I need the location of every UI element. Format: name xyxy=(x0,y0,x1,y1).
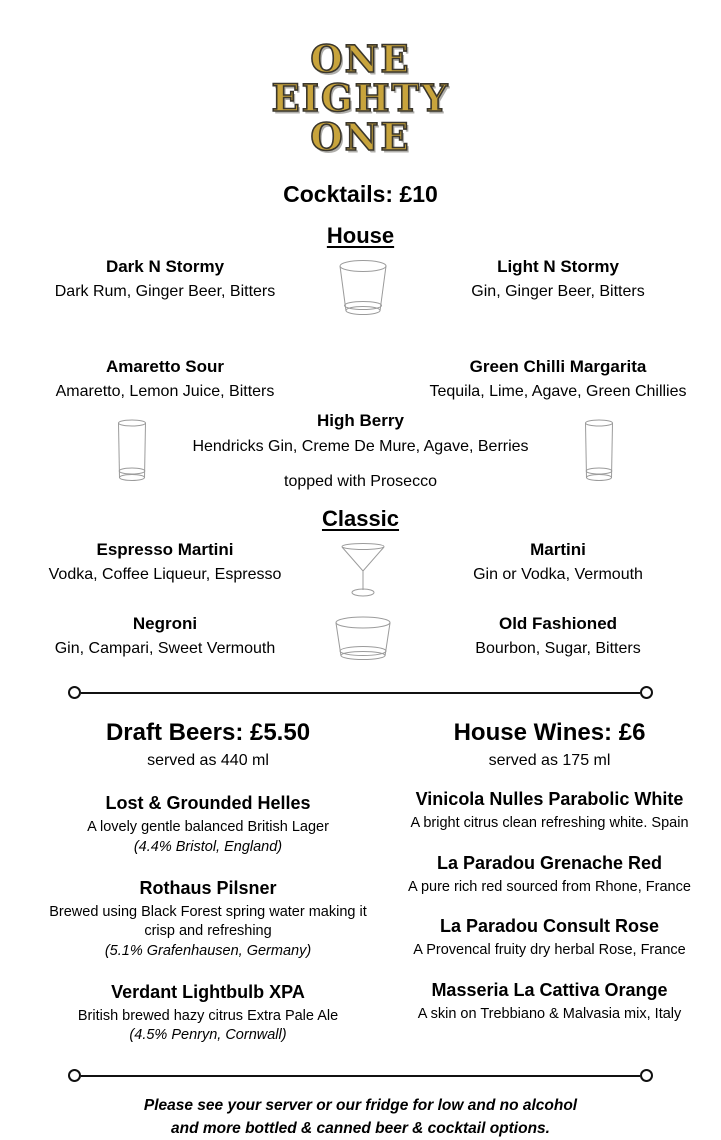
wine-item xyxy=(394,980,705,1025)
footer-note xyxy=(0,1095,721,1140)
cocktail-name: Green Chilli Margarita xyxy=(469,357,647,376)
highball-glass-icon xyxy=(116,419,148,488)
beer-name: Lost & Grounded Helles xyxy=(105,793,311,813)
cocktail-desc: Hendricks Gin, Creme De Mure, Agave, Berries xyxy=(192,438,529,455)
beer-desc: A lovely gentle balanced British Lager xyxy=(87,819,329,835)
cocktail-item xyxy=(0,614,330,658)
cocktail-item xyxy=(0,257,330,301)
beer-origin: (5.1% Grafenhausen, Germany) xyxy=(104,942,312,959)
divider-ring-icon xyxy=(68,686,81,699)
wine-name: La Paradou Consult Rose xyxy=(439,916,660,937)
cocktails-title: Cocktails: £10 xyxy=(283,181,438,207)
beer-name: Verdant Lightbulb XPA xyxy=(111,981,305,1002)
cocktail-item xyxy=(395,357,721,401)
divider-ring-icon xyxy=(640,686,653,699)
cocktail-item xyxy=(0,540,330,584)
divider-ring-icon xyxy=(640,1069,653,1082)
cocktail-name: Negroni xyxy=(132,614,198,633)
cocktail-name: High Berry xyxy=(317,411,404,430)
wine-desc: A Provencal fruity dry herbal Rose, France xyxy=(413,942,686,959)
beer-item xyxy=(22,982,394,1044)
cocktail-name: Old Fashioned xyxy=(498,614,618,633)
logo-line-3: ONE xyxy=(310,115,411,159)
cocktail-desc: Vodka, Coffee Liqueur, Espresso xyxy=(48,566,282,583)
wine-desc: A bright citrus clean refreshing white. Spain xyxy=(410,815,689,831)
divider-line xyxy=(81,1075,640,1077)
divider-ring-icon xyxy=(68,1069,81,1082)
house-wines-title: House Wines: £6 xyxy=(453,719,646,746)
rocks-glass-icon xyxy=(330,257,395,317)
beers-wines-section xyxy=(0,719,721,1043)
cocktail-item xyxy=(395,257,721,301)
cocktail-desc: Gin or Vodka, Vermouth xyxy=(473,566,643,583)
logo-line-1: ONE xyxy=(310,37,411,81)
beer-desc: British brewed hazy citrus Extra Pale Ale xyxy=(77,1007,339,1024)
house-wines-column xyxy=(394,719,705,1043)
cocktail-name: Dark N Stormy xyxy=(105,257,225,276)
cocktail-name: Espresso Martini xyxy=(96,540,234,559)
wine-desc: A pure rich red sourced from Rhone, France xyxy=(408,878,691,895)
cocktail-desc: Dark Rum, Ginger Beer, Bitters xyxy=(54,283,276,300)
draft-beers-title: Draft Beers: £5.50 xyxy=(105,719,311,746)
divider-line xyxy=(81,692,640,694)
spacer xyxy=(330,357,395,359)
cocktail-item xyxy=(0,357,330,401)
beer-name: Rothaus Pilsner xyxy=(139,877,277,898)
house-row-1 xyxy=(0,257,721,317)
high-berry-item xyxy=(0,411,721,491)
section-divider xyxy=(68,686,653,699)
highball-glass-icon xyxy=(583,419,615,488)
wine-desc: A skin on Trebbiano & Malvasia mix, Italy xyxy=(417,1005,682,1022)
wine-name: Masseria La Cattiva Orange xyxy=(431,979,668,1000)
cocktail-desc: Tequila, Lime, Agave, Green Chillies xyxy=(429,383,687,400)
beer-origin: (4.5% Penryn, Cornwall) xyxy=(129,1027,287,1044)
cocktail-desc: Gin, Ginger Beer, Bitters xyxy=(471,283,645,300)
cocktail-item xyxy=(395,614,721,658)
beer-desc: Brewed using Black Forest spring water making it crisp and refreshing xyxy=(49,903,367,940)
classic-row-2 xyxy=(0,614,721,662)
house-section-heading: House xyxy=(326,223,395,248)
cocktail-name: Martini xyxy=(530,540,586,559)
draft-beers-column xyxy=(22,719,394,1043)
draft-beers-subtitle: served as 440 ml xyxy=(147,752,269,769)
cocktail-name: Amaretto Sour xyxy=(105,357,225,376)
beer-origin: (4.4% Bristol, England) xyxy=(133,838,283,855)
footer-line-1: Please see your server or our fridge for low and no alcohol xyxy=(143,1097,578,1115)
cocktail-item xyxy=(395,540,721,584)
cocktail-extra: topped with Prosecco xyxy=(284,473,437,490)
cocktail-desc: Amaretto, Lemon Juice, Bitters xyxy=(55,383,275,400)
wine-item xyxy=(394,916,705,961)
old-fashioned-glass-icon xyxy=(330,614,395,662)
cocktail-desc: Bourbon, Sugar, Bitters xyxy=(475,640,641,657)
house-wines-subtitle: served as 175 ml xyxy=(488,752,611,769)
restaurant-logo xyxy=(0,37,721,159)
wine-name: Vinicola Nulles Parabolic White xyxy=(415,789,684,809)
footer-line-2: and more bottled & canned beer & cocktail options. xyxy=(171,1119,550,1137)
beer-item xyxy=(22,878,394,959)
section-divider xyxy=(68,1069,653,1082)
beer-item xyxy=(22,793,394,855)
logo-line-2: EIGHTY xyxy=(271,76,450,120)
house-row-2 xyxy=(0,357,721,401)
cocktail-desc: Gin, Campari, Sweet Vermouth xyxy=(54,640,276,657)
wine-item xyxy=(394,789,705,834)
cocktail-name: Light N Stormy xyxy=(497,257,619,276)
martini-glass-icon xyxy=(330,540,395,600)
classic-row-1 xyxy=(0,540,721,600)
wine-name: La Paradou Grenache Red xyxy=(436,852,663,873)
wine-item xyxy=(394,853,705,898)
classic-section-heading: Classic xyxy=(321,506,400,531)
